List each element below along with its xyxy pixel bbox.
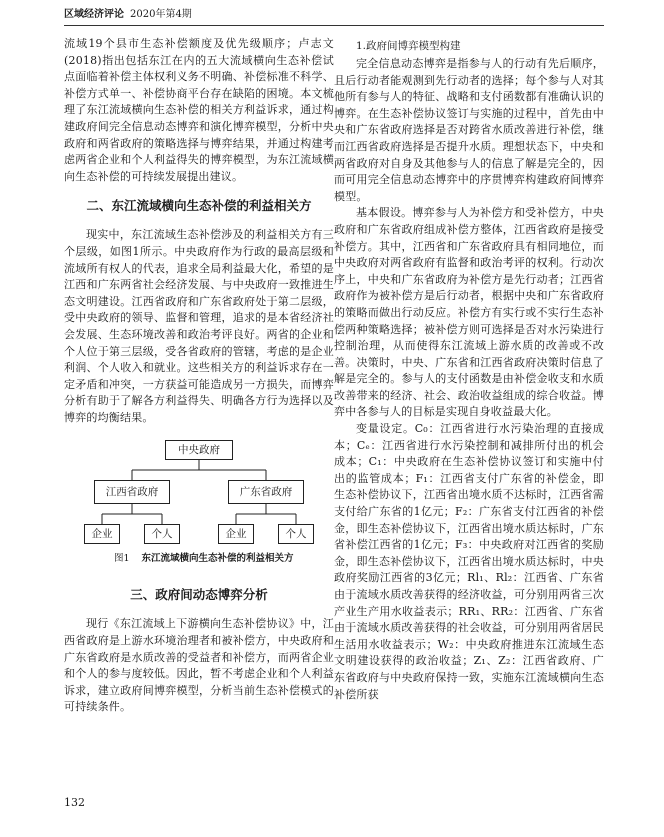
figure-1-stakeholder-diagram: [64, 434, 334, 574]
node-jiangxi-government: 江西省政府: [94, 480, 170, 504]
running-header: [64, 8, 604, 26]
paragraph-intro-end: 流域19个县市生态补偿额度及优先级顺序；卢志文(2018)指出包括东江在内的五大流域横向生态补偿试点面临着补偿主体权利义务不明确、补偿标准不科学、补偿方式单一、补偿协商平台存在缺陷的困境。本文梳理了东江流域横向生态补偿的相关方利益诉求，通过构建政府间完全信息动态博弈和演化博弈模型，分析中央政府和两省政府的策略选择与博弈结果，并通过构建考虑两省企业和个人利益得失的博弈模型，为东江流域横向生态补偿的可持续发展提出建议。: [64, 37, 334, 183]
journal-name: 区域经济评论: [64, 9, 124, 20]
left-column: [64, 36, 334, 716]
node-jiangxi-enterprise: 企业: [84, 524, 120, 544]
figure-1-number: 图1: [114, 553, 130, 565]
issue-label: 2020年第4期: [130, 9, 192, 20]
section-3-title: 三、政府间动态博弈分析: [130, 587, 268, 603]
page-number: 132: [64, 796, 85, 809]
subsection-1-title: 1.政府间博弈模型构建: [356, 40, 461, 52]
node-guangdong-government: 广东省政府: [228, 480, 304, 504]
node-jiangxi-individual: 个人: [144, 524, 180, 544]
node-central-government: 中央政府: [165, 440, 233, 460]
paragraph-stakeholders: 现实中，东江流域生态补偿涉及的利益相关方有三个层级，如图1所示。中央政府作为行政的最高层级和流域所有权人的代表，追求全局利益最大化，希望的是江西和广东两省社会经济发展、与中央政府一致推进生态文明建设。江西省政府和广东省政府处于第二层级，受中央政府的领导、监督和管理，追求的是本省经济社会发展、生态环境改善和政治考评良好。两省的企业和个人位于第三层级，受各省政府的管辖，考虑的是企业利润、个人收入和就业。这些相关方的利益诉求存在一定矛盾和冲突，一方获益可能造成另一方损失，而博弈分析有助于了解各方利益得失、明确各方行为选择以及博弈的均衡结果。: [64, 228, 334, 424]
paragraph-government-game-intro: 现行《东江流域上下游横向生态补偿协议》中，江西省政府是上游水环境治理者和被补偿方，中央政府和广东省政府是水质改善的受益者和补偿方，而两省企业和个人的参与度较低。因此，暂不考虑企业和个人利益诉求，建立政府间博弈模型，分析当前生态补偿模式的可持续条件。: [64, 617, 334, 714]
paragraph-basic-assumptions: 基本假设。博弈参与人为补偿方和受补偿方，中央政府和广东省政府组成补偿方整体，江西省政府是接受补偿方。其中，江西省和广东省政府具有相同地位，而中央政府对两省政府有监督和政治考评的权利。行动次序上，中央和广东省政府为补偿方是先行动者；江西省政府作为被补偿方是后行动者，根据中央和广东省政府的策略而做出行动反应。补偿方有实行或不实行生态补偿两种策略选择；被补偿方则可选择是否对水污染进行控制治理，从而使得东江流域上游水质的改善或不改善。决策时，中央、广东省和江西省政府决策时信息了解是完全的。参与人的支付函数是由补偿金收支和水质改善带来的经济、社会、政治收益组成的综合收益。博弈中各参与人的目标是实现自身收益最大化。: [334, 206, 604, 419]
right-column: [334, 36, 604, 703]
node-guangdong-individual: 个人: [278, 524, 314, 544]
figure-1-caption: [114, 550, 294, 564]
node-guangdong-enterprise: 企业: [218, 524, 254, 544]
paragraph-variable-settings: 变量设定。C₀：江西省进行水污染治理的直接成本；Cₑ：江西省进行水污染控制和减排所付出的机会成本；C₁：中央政府在生态补偿协议签订和实施中付出的监管成本；F₁：江西省支付广东省的补偿金，即生态补偿协议下，江西省出境水质不达标时，江西省需支付给广东省的1亿元；F₂：广东省支付江西省的补偿金，即生态补偿协议下，江西省出境水质达标时，广东省补偿江西省的1亿元；F₃：中央政府对江西省的奖励金，即生态补偿协议下，江西省出境水质达标时，中央政府奖励江西省的3亿元；Rl₁、Rl₂：江西省、广东省由于流域水质改善获得的经济收益，可分别用两省三次产业生产用水收益表示；RR₁、RR₂：江西省、广东省由于流域水质改善获得的社会收益，可分别用两省居民生活用水收益表示；W₂：中央政府推进东江流域生态文明建设获得的政治收益；Z₁、Z₂：江西省政府、广东省政府与中央政府保持一致，实施东江流域横向生态补偿所获: [334, 422, 604, 701]
section-2-title: 二、东江流域横向生态补偿的利益相关方: [86, 198, 312, 214]
paragraph-dynamic-game: 完全信息动态博弈是指参与人的行动有先后顺序，且后行动者能观测到先行动者的选择；每个参与人对其他所有参与人的特征、战略和支付函数都有准确认识的博弈。在生态补偿协议签订与实施的过程中，首先由中央和广东省政府选择是否对跨省水质改善进行补偿，继而江西省政府选择是否提升水质。理想状态下，中央和两省政府对自身及其他参与人的信息了解是完全的，因而可用完全信息动态博弈中的序贯博弈构建政府间博弈模型。: [334, 57, 604, 203]
figure-1-caption-text: 东江流域横向生态补偿的利益相关方: [141, 553, 294, 565]
